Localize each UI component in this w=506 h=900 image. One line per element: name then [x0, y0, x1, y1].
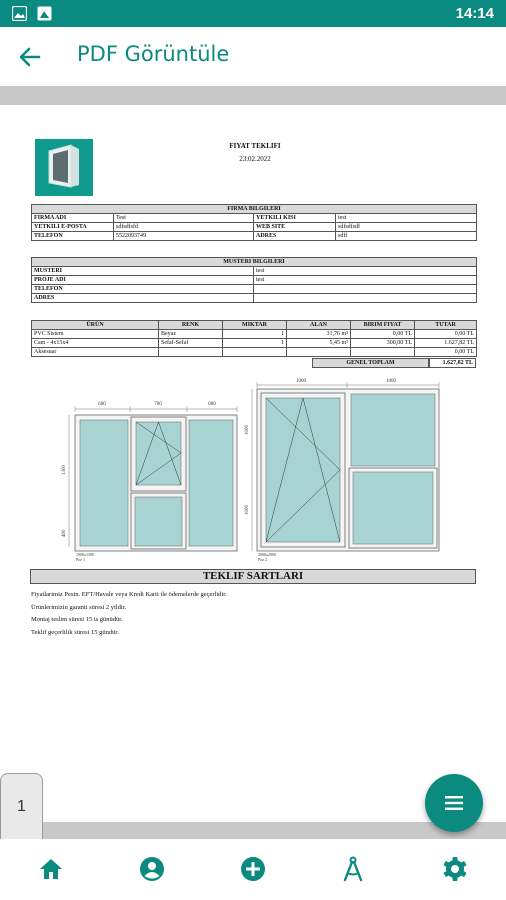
clock: 14:14: [455, 5, 494, 22]
column-header: BIRIM FIYAT: [351, 321, 415, 330]
table-row: [32, 214, 477, 223]
cell: 0,00 TL: [415, 348, 477, 357]
menu-fab-button[interactable]: [425, 774, 483, 832]
page-number-tab[interactable]: [0, 773, 43, 839]
home-icon: [36, 854, 66, 884]
company-info-header: FIRMA BILGILERI: [32, 205, 477, 214]
window-logo-icon: [35, 139, 93, 196]
nav-settings[interactable]: [440, 854, 470, 884]
table-row: [32, 223, 477, 232]
table-row: [32, 267, 477, 276]
cell: [351, 348, 415, 357]
cell-label: MUSTERI: [32, 267, 254, 276]
menu-icon: [444, 793, 464, 813]
cell: Sefaf-Sefaf: [159, 339, 223, 348]
drawing-caption: 2000x2000: [258, 552, 276, 557]
cell: 1.627,82 TL: [415, 339, 477, 348]
window-drawing: [55, 375, 475, 567]
viewer-bottom-edge: [0, 822, 506, 839]
app-bar: [0, 27, 506, 85]
table-row: [32, 276, 477, 285]
cell-label: WEB SITE: [254, 223, 336, 232]
cell: [287, 348, 351, 357]
bottom-navigation: [0, 839, 506, 900]
cell: Aksesuar: [32, 348, 159, 357]
cell-value: test: [254, 276, 477, 285]
table-header-row: [32, 321, 477, 330]
cell: Beyaz: [159, 330, 223, 339]
grand-total-label: GENEL TOPLAM: [312, 358, 429, 368]
cell-value: Test: [114, 214, 254, 223]
dimension-label: 1000: [245, 505, 250, 515]
nav-home[interactable]: [36, 854, 66, 884]
dimension-label: 700: [154, 402, 162, 407]
dimension-label: 1000: [245, 425, 250, 435]
dimension-label: 600: [208, 402, 216, 407]
cell-label: PROJE ADI: [32, 276, 254, 285]
cell-value: sdfsdfsdf: [336, 223, 477, 232]
dimension-label: 600: [98, 402, 106, 407]
cell-value: test: [254, 267, 477, 276]
nav-measure[interactable]: [338, 854, 368, 884]
cell: 1: [223, 339, 287, 348]
cell: 300,00 TL: [351, 339, 415, 348]
back-button[interactable]: [14, 41, 46, 73]
table-row: [32, 339, 477, 348]
compass-icon: [338, 854, 368, 884]
cell: 31,76 m²: [287, 330, 351, 339]
column-header: TUTAR: [415, 321, 477, 330]
cell-label: YETKILI KISI: [254, 214, 336, 223]
table-row: [32, 330, 477, 339]
cell: 5,45 m²: [287, 339, 351, 348]
table-row: [32, 348, 477, 357]
window-drawing-left: [62, 402, 237, 562]
customer-info-header: MUSTERI BILGILERI: [32, 258, 477, 267]
column-header: ÜRÜN: [32, 321, 159, 330]
products-table: [31, 320, 477, 357]
column-header: MIKTAR: [223, 321, 287, 330]
column-header: ALAN: [287, 321, 351, 330]
table-row: [32, 294, 477, 303]
dimension-label: 1000: [296, 379, 306, 384]
page-title: PDF Görüntüle: [77, 42, 230, 66]
table-row: [32, 232, 477, 241]
column-header: RENK: [159, 321, 223, 330]
grand-total-value: 1.627,82 TL: [429, 358, 476, 368]
cell-value: sdff: [336, 232, 477, 241]
dimension-label: 400: [62, 529, 67, 537]
cell: [223, 348, 287, 357]
company-info-table: [31, 204, 477, 241]
terms-line: Fiyatlarimiz Pesin. EFT/Havale veya Kredi Karti ile ödemelerde geçerlidir.: [31, 591, 227, 598]
cell-value: [254, 285, 477, 294]
cell: PVC Sistem: [32, 330, 159, 339]
arrow-back-icon: [14, 41, 46, 73]
terms-line: Ürünlerimizin garanti süresi 2 yildir.: [31, 603, 127, 611]
cell-value: 5522093749: [114, 232, 254, 241]
image-icon: [12, 6, 27, 21]
page-number: 1: [17, 798, 26, 815]
window-drawing-right: [245, 379, 439, 562]
cell-label: ADRES: [254, 232, 336, 241]
nav-add[interactable]: [238, 854, 268, 884]
cell-value: [254, 294, 477, 303]
drawing-caption: 1900x1300: [76, 552, 94, 557]
cell: Cam - 4x15x4: [32, 339, 159, 348]
cell-value: sdfsdfsfd: [114, 223, 254, 232]
customer-info-table: [31, 257, 477, 303]
document-date: 23.02.2022: [239, 155, 271, 163]
document-title: FIYAT TEKLIFI: [229, 142, 281, 150]
settings-icon: [440, 854, 470, 884]
status-bar: [0, 0, 506, 27]
terms-line: Montaj teslim süresi 15 is günüdür.: [31, 616, 123, 623]
cell-value: test: [336, 214, 477, 223]
cell-label: TELEFON: [32, 232, 114, 241]
cell: 1: [223, 330, 287, 339]
dimension-label: 1000: [386, 379, 396, 384]
cell-label: FIRMA ADI: [32, 214, 114, 223]
add-circle-icon: [238, 854, 268, 884]
nav-profile[interactable]: [137, 854, 167, 884]
photo-icon: [37, 6, 52, 21]
table-row: [32, 285, 477, 294]
cell-label: YETKILI E-POSTA: [32, 223, 114, 232]
pdf-page[interactable]: [0, 105, 506, 822]
cell: 0,00 TL: [351, 330, 415, 339]
cell: 0,00 TL: [415, 330, 477, 339]
viewer-top-edge: [0, 86, 506, 105]
account-icon: [137, 854, 167, 884]
cell-label: ADRES: [32, 294, 254, 303]
cell: [159, 348, 223, 357]
terms-list: [31, 589, 227, 639]
cell-label: TELEFON: [32, 285, 254, 294]
terms-header: TEKLIF SARTLARI: [30, 569, 476, 584]
dimension-label: 1300: [62, 465, 67, 475]
terms-line: Teklif geçerlilik süresi 15 gündür.: [31, 628, 119, 636]
drawing-caption: Poz 1: [76, 557, 85, 562]
drawing-caption: Poz 2: [258, 557, 267, 562]
